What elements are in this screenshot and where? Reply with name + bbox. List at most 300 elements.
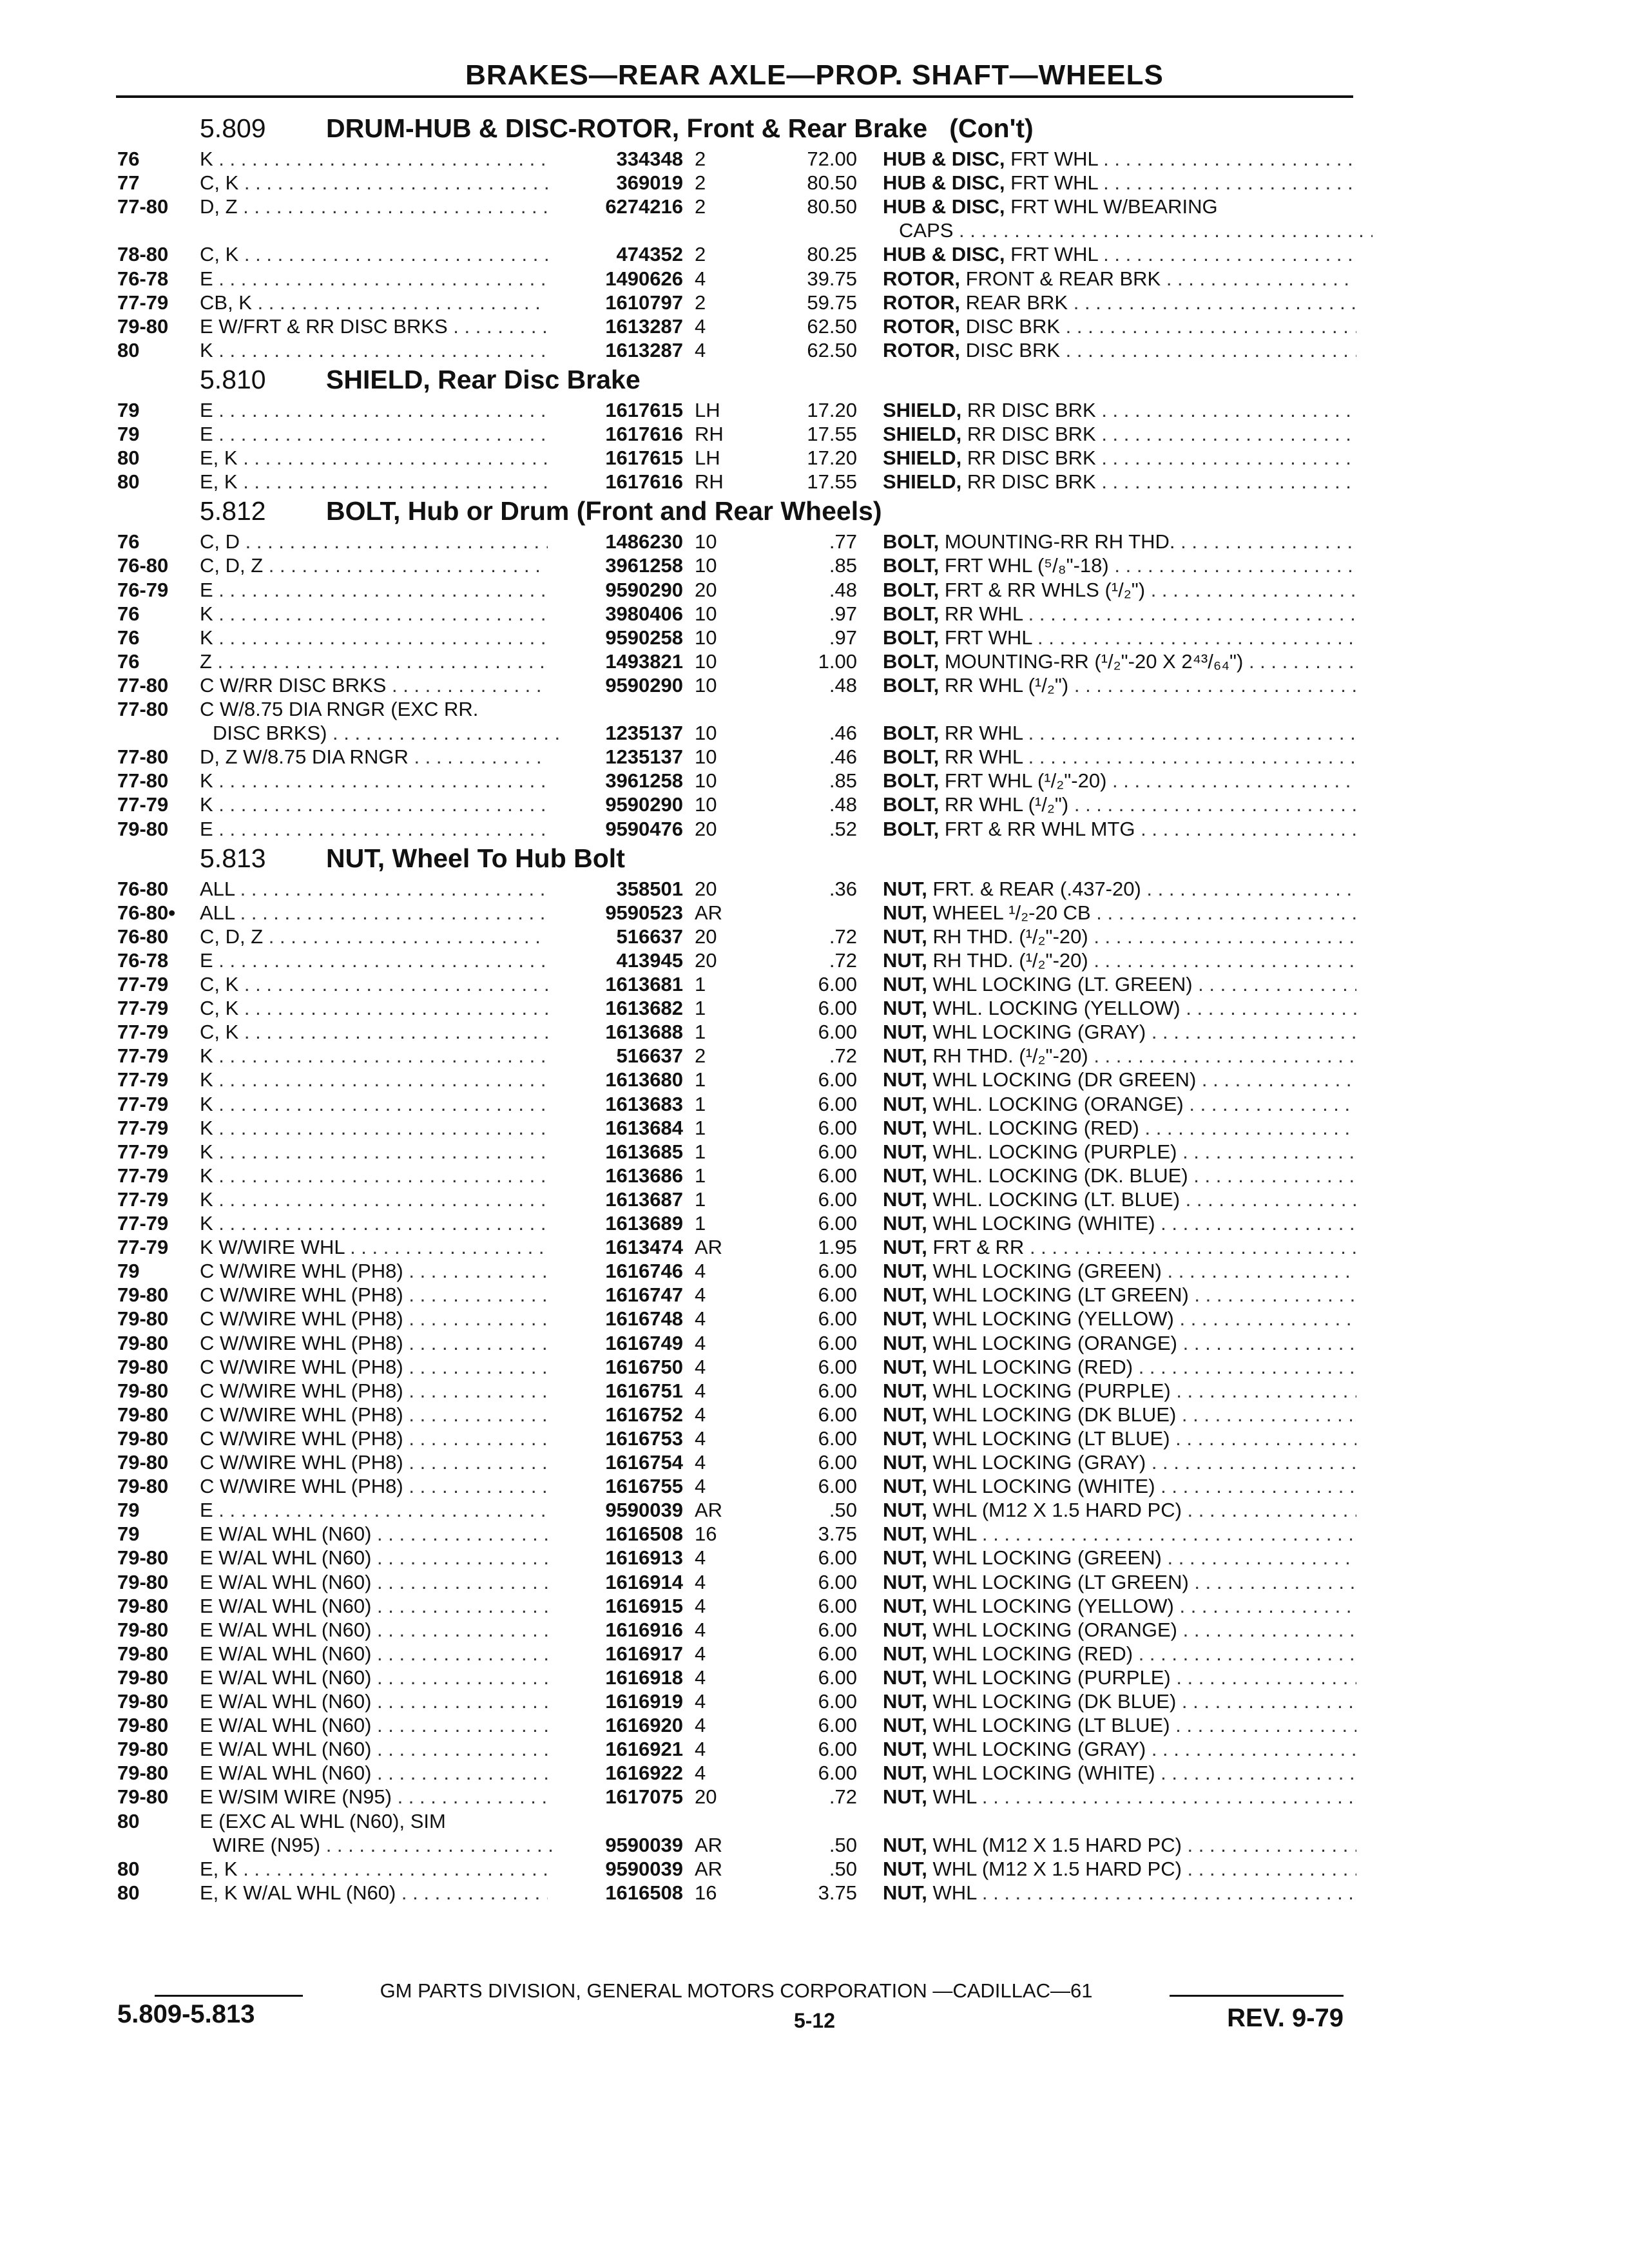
quantity: 4 [695, 1546, 706, 1570]
part-number: 1616918 [605, 1666, 683, 1689]
model-applicability: E W/AL WHL (N60) . . . [200, 1737, 548, 1761]
part-description-text: WHL. LOCKING (ORANGE) [927, 1092, 1184, 1115]
part-description [883, 1666, 1356, 1689]
model-year: 79 [117, 1499, 140, 1522]
price: 62.50 [807, 338, 857, 361]
part-description-text: RH THD. (¹/₂"-20) [927, 948, 1088, 972]
price: 17.55 [807, 470, 857, 494]
part-description [883, 1881, 1356, 1905]
part-description-keyword: NUT, [883, 925, 927, 948]
part-description-text: WHL (M12 X 1.5 HARD PC) [927, 1499, 1182, 1522]
model-year: 79-80 [117, 1307, 169, 1331]
part-description-continuation: CAPS . . . [899, 218, 1373, 242]
model-applicability: K . . . [200, 1140, 548, 1164]
model-year: 76-80 [117, 554, 169, 577]
model-year: 76-80 [117, 925, 169, 948]
price: 6.00 [818, 1570, 857, 1593]
model-applicability: E W/AL WHL (N60) . . . [200, 1761, 548, 1785]
part-description-keyword: NUT, [883, 1331, 927, 1354]
model-year: 76 [117, 649, 140, 673]
part-number: 1616755 [605, 1475, 683, 1498]
model-applicability: E, K . . . [200, 446, 548, 470]
part-number: 1493821 [605, 649, 683, 673]
model-year: 76-78 [117, 267, 169, 290]
quantity: 2 [695, 148, 706, 170]
model-applicability: K . . . [200, 626, 548, 649]
part-description-text: FRT & RR WHL MTG [939, 817, 1135, 840]
model-year: 79-80 [117, 1762, 169, 1785]
quantity: 1 [695, 1116, 706, 1139]
part-description [883, 553, 1356, 577]
price: 62.50 [807, 314, 857, 338]
model-year: 78-80 [117, 243, 169, 266]
part-description [883, 793, 1356, 816]
part-description [883, 291, 1356, 314]
model-applicability: ALL . . . [200, 901, 548, 925]
part-description-text: FRT WHL [1005, 243, 1098, 266]
part-number: 1613682 [605, 997, 683, 1020]
model-applicability: C W/WIRE WHL (PH8) . . . [200, 1331, 548, 1355]
price: 6.00 [818, 1164, 857, 1187]
price: 6.00 [818, 1714, 857, 1737]
quantity: 1 [695, 997, 706, 1020]
parts-row [0, 1044, 1629, 1068]
part-description-text: WHL LOCKING (RED) [927, 1355, 1133, 1378]
model-applicability: C, D . . . [200, 530, 548, 553]
quantity: 4 [695, 314, 706, 338]
model-year: 79-80 [117, 1427, 169, 1450]
model-applicability: E W/AL WHL (N60) . . . [200, 1618, 548, 1642]
price: 17.20 [807, 447, 857, 470]
part-description-text: FRT & RR WHLS (¹/₂") [939, 578, 1146, 601]
header-rule [116, 95, 1353, 98]
quantity: 20 [695, 578, 717, 601]
part-number: 6274216 [605, 195, 683, 218]
model-applicability: E, K . . . [200, 470, 548, 494]
price: .48 [829, 793, 857, 816]
price: 6.00 [818, 1379, 857, 1402]
part-number: 1616914 [605, 1570, 683, 1593]
part-number: 1616752 [605, 1403, 683, 1426]
model-year: 79-80 [117, 1785, 169, 1809]
parts-row [0, 1689, 1629, 1713]
part-number: 1616508 [605, 1881, 683, 1904]
part-description-text: RH THD. (¹/₂"-20) [927, 925, 1088, 948]
part-description-keyword: SHIELD, [883, 447, 962, 470]
model-year: 77-79 [117, 1092, 169, 1115]
part-description-keyword: NUT, [883, 1451, 927, 1474]
part-description-keyword: SHIELD, [883, 423, 962, 445]
part-number: 1613683 [605, 1092, 683, 1115]
price: 6.00 [818, 997, 857, 1020]
part-description-keyword: NUT, [883, 877, 927, 900]
part-description-keyword: NUT, [883, 1714, 927, 1737]
part-description-keyword: NUT, [883, 1833, 927, 1856]
part-description [883, 877, 1356, 901]
quantity: 1 [695, 973, 706, 995]
quantity: AR [695, 1833, 723, 1856]
model-applicability: E W/FRT & RR DISC BRKS . . . [200, 314, 548, 338]
part-description [883, 1498, 1356, 1522]
model-year: 76-80• [117, 901, 176, 924]
part-number: 1613681 [605, 973, 683, 995]
part-description-text: WHL [927, 1785, 977, 1809]
part-description-text: WHL LOCKING (PURPLE) [927, 1666, 1171, 1689]
price: 6.00 [818, 1187, 857, 1211]
part-description [883, 1283, 1356, 1307]
part-description-keyword: NUT, [883, 1116, 927, 1139]
model-year: 76-78 [117, 948, 169, 972]
part-description-keyword: BOLT, [883, 649, 940, 673]
part-description-keyword: BOLT, [883, 626, 940, 649]
price: .72 [829, 1785, 857, 1809]
footer-rule-right [1170, 1995, 1344, 1997]
model-applicability: K . . . [200, 1211, 548, 1235]
model-year: 77-79 [117, 1068, 169, 1091]
part-description-keyword: NUT, [883, 1260, 927, 1283]
part-description [883, 171, 1356, 195]
part-description-keyword: NUT, [883, 1594, 927, 1617]
part-description [883, 1331, 1356, 1355]
part-number: 1616919 [605, 1690, 683, 1713]
part-description [883, 745, 1356, 769]
quantity: 10 [695, 602, 717, 625]
model-year: 79-80 [117, 1379, 169, 1402]
part-description [883, 530, 1356, 553]
part-description [883, 1235, 1356, 1259]
part-description-keyword: ROTOR, [883, 291, 960, 314]
parts-row [0, 1809, 1629, 1833]
part-number: 9590476 [605, 817, 683, 840]
part-number: 1616751 [605, 1379, 683, 1402]
price: 6.00 [818, 1642, 857, 1665]
parts-row [0, 1618, 1629, 1642]
part-number: 1616915 [605, 1594, 683, 1617]
part-description-keyword: NUT, [883, 1068, 927, 1091]
model-year: 76 [117, 148, 140, 170]
model-year: 79 [117, 1523, 140, 1546]
parts-row [0, 697, 1629, 721]
price: .48 [829, 673, 857, 697]
part-description-text: WHL LOCKING (YELLOW) [927, 1594, 1174, 1617]
parts-row [0, 1331, 1629, 1355]
part-description [883, 1403, 1356, 1427]
model-year: 76-80 [117, 877, 169, 900]
part-description [883, 446, 1356, 470]
model-applicability: K . . . [200, 1092, 548, 1116]
quantity: 4 [695, 1666, 706, 1689]
price: .46 [829, 722, 857, 745]
quantity: 1 [695, 1212, 706, 1235]
part-description-text: RR WHL [939, 745, 1023, 769]
part-description [883, 1379, 1356, 1403]
model-applicability: C W/8.75 DIA RNGR (EXC RR. [200, 698, 479, 720]
model-applicability: E . . . [200, 948, 548, 972]
parts-row [0, 1450, 1629, 1474]
part-description-text: RR WHL [939, 722, 1023, 745]
parts-row [0, 446, 1629, 470]
quantity: AR [695, 1236, 723, 1259]
model-applicability: C W/RR DISC BRKS . . . [200, 673, 548, 697]
part-description-text: WHL LOCKING (DK BLUE) [927, 1403, 1177, 1426]
price: 72.00 [807, 148, 857, 170]
part-description [883, 1737, 1356, 1761]
price: 6.00 [818, 1451, 857, 1474]
part-description-text: WHL [927, 1881, 977, 1904]
part-description-keyword: NUT, [883, 1785, 927, 1809]
price: 6.00 [818, 1594, 857, 1617]
part-number: 1613689 [605, 1212, 683, 1235]
part-description-text: RH THD. (¹/₂"-20) [927, 1044, 1088, 1068]
part-description-text: MOUNTING-RR (¹/₂"-20 X 2⁴³/₆₄") [939, 649, 1244, 673]
quantity: 16 [695, 1881, 717, 1904]
price: .97 [829, 626, 857, 649]
part-number: 1613685 [605, 1140, 683, 1163]
part-description-keyword: NUT, [883, 1140, 927, 1163]
part-description [883, 422, 1356, 446]
quantity: 4 [695, 1475, 706, 1498]
quantity: 20 [695, 925, 717, 948]
part-number: 1613687 [605, 1187, 683, 1211]
part-number: 1613474 [605, 1236, 683, 1259]
model-applicability: WIRE (N95) . . . [213, 1833, 561, 1857]
model-applicability: E (EXC AL WHL (N60), SIM [200, 1809, 446, 1832]
quantity: 4 [695, 1403, 706, 1426]
part-description-text: WHL LOCKING (LT GREEN) [927, 1283, 1189, 1307]
part-description-keyword: BOLT, [883, 602, 940, 625]
part-description-keyword: NUT, [883, 1499, 927, 1522]
model-year: 79-80 [117, 1642, 169, 1665]
parts-row [0, 338, 1629, 362]
parts-row [0, 1092, 1629, 1116]
part-description-keyword: NUT, [883, 1283, 927, 1307]
part-description [883, 1116, 1356, 1140]
part-description-keyword: BOLT, [883, 578, 940, 601]
parts-row [0, 925, 1629, 948]
model-year: 76 [117, 530, 140, 553]
price: .36 [829, 877, 857, 900]
model-year: 79-80 [117, 1570, 169, 1593]
part-description-text: WHL LOCKING (GRAY) [927, 1451, 1146, 1474]
part-description-text: RR DISC BRK [961, 398, 1096, 421]
quantity: 10 [695, 722, 717, 745]
model-year: 77-80 [117, 769, 169, 793]
part-number: 1610797 [605, 291, 683, 314]
quantity: 1 [695, 1021, 706, 1044]
part-number: 1617616 [605, 470, 683, 494]
parts-row [0, 422, 1629, 446]
part-description-keyword: NUT, [883, 1546, 927, 1570]
part-description-text: WHL (M12 X 1.5 HARD PC) [927, 1857, 1182, 1880]
price: .48 [829, 578, 857, 601]
parts-row [0, 1259, 1629, 1283]
quantity: 1 [695, 1164, 706, 1187]
part-number: 9590258 [605, 626, 683, 649]
model-year: 80 [117, 1809, 140, 1832]
price: 6.00 [818, 973, 857, 995]
part-description-keyword: SHIELD, [883, 470, 962, 494]
model-year: 79-80 [117, 314, 169, 338]
quantity: 4 [695, 1451, 706, 1474]
part-description [883, 948, 1356, 972]
price: .46 [829, 745, 857, 769]
parts-row [0, 1020, 1629, 1044]
part-description-text: WHL LOCKING (WHITE) [927, 1475, 1155, 1498]
part-description [883, 673, 1356, 697]
part-number: 3961258 [605, 769, 683, 793]
parts-row [0, 745, 1629, 769]
part-description [883, 1450, 1356, 1474]
quantity: 4 [695, 1690, 706, 1713]
model-applicability: K . . . [200, 1068, 548, 1091]
price: 6.00 [818, 1068, 857, 1091]
part-description-text: RR WHL (¹/₂") [939, 673, 1069, 697]
price: .72 [829, 948, 857, 972]
part-description [883, 817, 1356, 841]
price: 6.00 [818, 1307, 857, 1331]
model-applicability: K . . . [200, 147, 548, 171]
parts-row [0, 398, 1629, 422]
model-year: 77-80 [117, 745, 169, 769]
parts-row [0, 578, 1629, 602]
model-applicability: DISC BRKS) . . . [213, 721, 561, 745]
part-description-text: RR DISC BRK [961, 423, 1096, 445]
part-description-text: WHL LOCKING (ORANGE) [927, 1331, 1177, 1354]
model-year: 76 [117, 602, 140, 625]
parts-row [0, 314, 1629, 338]
part-number: 1616920 [605, 1714, 683, 1737]
part-description [883, 1594, 1356, 1618]
section-number: 5.812 [200, 496, 266, 526]
part-description [883, 626, 1356, 649]
quantity: 20 [695, 948, 717, 972]
model-year: 77 [117, 171, 140, 195]
model-applicability: D, Z . . . [200, 195, 548, 218]
part-description-keyword: NUT, [883, 1570, 927, 1593]
footer-publisher: GM PARTS DIVISION, GENERAL MOTORS CORPORATION —CADILLAC—61 [380, 1979, 1093, 2002]
part-description-keyword: SHIELD, [883, 398, 962, 421]
part-description [883, 769, 1356, 793]
model-applicability: CB, K . . . [200, 291, 548, 314]
model-year: 80 [117, 470, 140, 494]
part-number: 1486230 [605, 530, 683, 553]
part-number: 9590039 [605, 1499, 683, 1522]
model-year: 77-80 [117, 195, 169, 218]
part-description [883, 1522, 1356, 1546]
model-year: 79-80 [117, 817, 169, 840]
model-year: 79-80 [117, 1331, 169, 1354]
part-description [883, 925, 1356, 948]
quantity: RH [695, 470, 724, 494]
model-year: 79-80 [117, 1475, 169, 1498]
price: .97 [829, 602, 857, 625]
part-number: 9590039 [605, 1857, 683, 1880]
part-description [883, 1068, 1356, 1091]
section-number: 5.810 [200, 364, 266, 394]
model-applicability: Z . . . [200, 649, 548, 673]
quantity: 20 [695, 817, 717, 840]
part-description-keyword: NUT, [883, 1044, 927, 1068]
quantity: 4 [695, 1331, 706, 1354]
model-applicability: C W/WIRE WHL (PH8) . . . [200, 1379, 548, 1403]
price: 6.00 [818, 1260, 857, 1283]
model-year: 77-79 [117, 291, 169, 314]
quantity: 2 [695, 243, 706, 266]
model-applicability: C W/WIRE WHL (PH8) . . . [200, 1355, 548, 1379]
model-year: 79-80 [117, 1594, 169, 1617]
page-header-title: BRAKES—REAR AXLE—PROP. SHAFT—WHEELS [465, 59, 1164, 91]
quantity: 10 [695, 626, 717, 649]
part-description [883, 1570, 1356, 1594]
price: 6.00 [818, 1140, 857, 1163]
model-applicability: E . . . [200, 817, 548, 841]
parts-row [0, 626, 1629, 649]
model-applicability: C, K . . . [200, 242, 548, 266]
parts-row [0, 996, 1629, 1020]
model-year: 77-79 [117, 1116, 169, 1139]
part-description [883, 1092, 1356, 1116]
quantity: 10 [695, 554, 717, 577]
quantity: 1 [695, 1140, 706, 1163]
parts-row [0, 1666, 1629, 1689]
part-description-keyword: BOLT, [883, 745, 940, 769]
quantity: 2 [695, 195, 706, 218]
quantity: 4 [695, 1355, 706, 1378]
part-number: 9590039 [605, 1833, 683, 1856]
part-description-keyword: NUT, [883, 1690, 927, 1713]
quantity: 10 [695, 673, 717, 697]
price: .52 [829, 817, 857, 840]
part-number: 516637 [616, 925, 683, 948]
model-applicability: C W/WIRE WHL (PH8) . . . [200, 1403, 548, 1427]
model-applicability: E . . . [200, 1498, 548, 1522]
model-year: 77-80 [117, 673, 169, 697]
part-description [883, 1140, 1356, 1164]
part-number: 9590290 [605, 793, 683, 816]
model-applicability: C, K . . . [200, 171, 548, 195]
price: 3.75 [818, 1881, 857, 1904]
part-description-keyword: NUT, [883, 1212, 927, 1235]
model-applicability: C, K . . . [200, 996, 548, 1020]
parts-row [0, 721, 1629, 745]
part-description-text: WHL LOCKING (ORANGE) [927, 1618, 1177, 1641]
model-applicability: E . . . [200, 398, 548, 422]
part-description-text: FRT WHL W/BEARING [1005, 195, 1218, 218]
part-number: 334348 [616, 148, 683, 170]
part-description-text: WHL LOCKING (LT. GREEN) [927, 973, 1193, 995]
part-number: 1613684 [605, 1116, 683, 1139]
price: 6.00 [818, 1212, 857, 1235]
model-year: 77-79 [117, 997, 169, 1020]
parts-row [0, 948, 1629, 972]
part-description [883, 602, 1356, 626]
price: .85 [829, 554, 857, 577]
model-applicability: E W/AL WHL (N60) . . . [200, 1594, 548, 1618]
part-description [883, 147, 1356, 171]
model-year: 79-80 [117, 1738, 169, 1761]
part-description-text: WHL LOCKING (LT BLUE) [927, 1714, 1170, 1737]
part-number: 1616916 [605, 1618, 683, 1641]
part-description [883, 1259, 1356, 1283]
price: 80.50 [807, 195, 857, 218]
quantity: 10 [695, 769, 717, 793]
part-description-text: FRONT & REAR BRK [960, 267, 1161, 290]
quantity: RH [695, 423, 724, 445]
part-description-text: WHL. LOCKING (RED) [927, 1116, 1139, 1139]
parts-row [0, 1642, 1629, 1666]
part-description-keyword: BOLT, [883, 673, 940, 697]
model-applicability: K . . . [200, 602, 548, 626]
